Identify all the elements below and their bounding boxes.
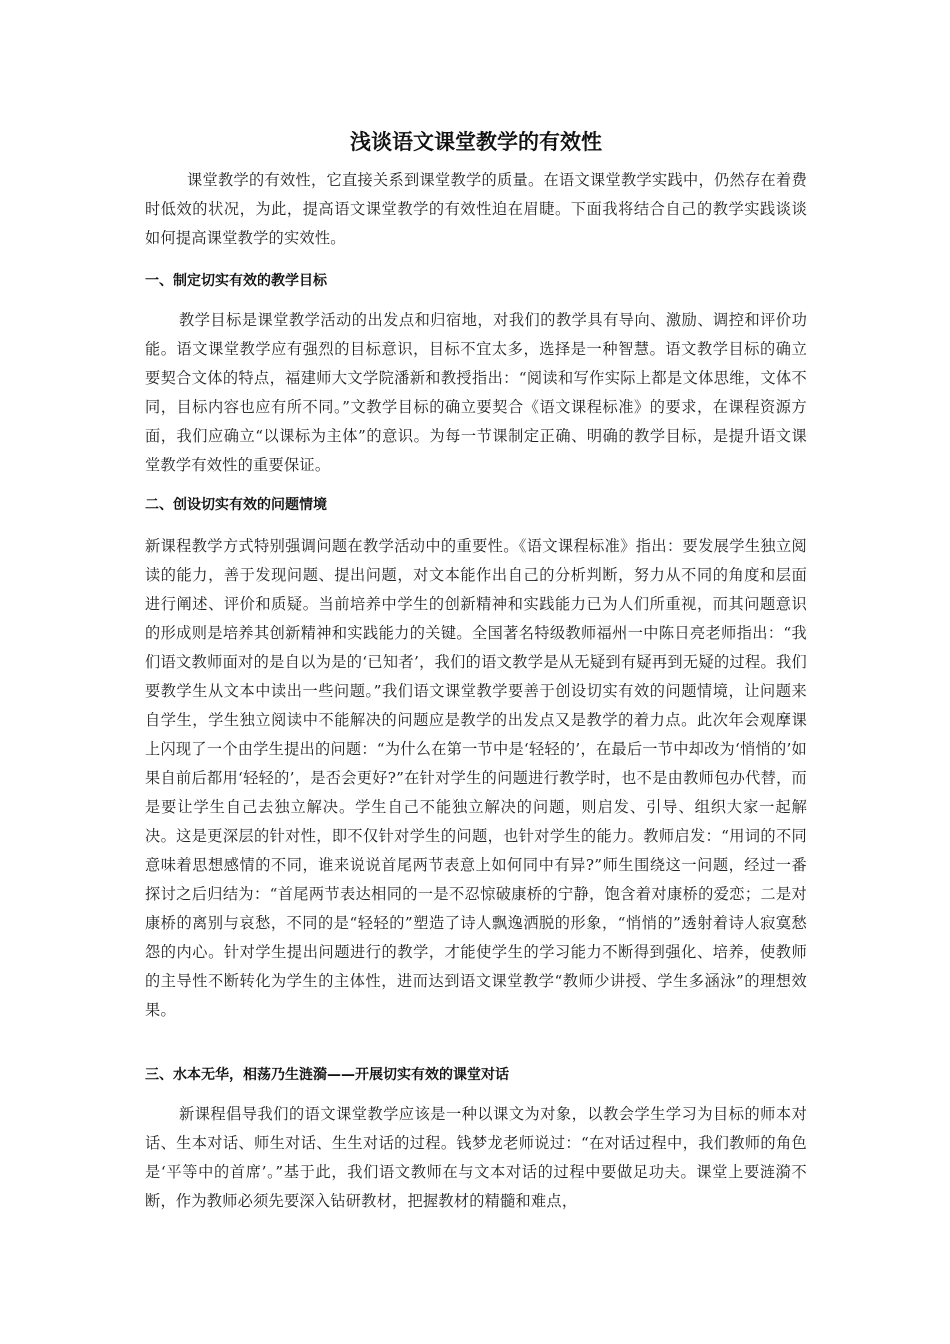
section-1-body: 教学目标是课堂教学活动的出发点和归宿地，对我们的教学具有导向、激励、调控和评价功能。语文课堂教学应有强烈的目标意识，目标不宜太多，选择是一种智慧。语文教学目标的确立要契合文体的特点，福建师大文学院潘新和教授指出：“阅读和写作实际上都是文体思维，文体不同，目标内容也应有所不同。”文教学目标的确立要契合《语文课程标准》的要求，在课程资源方面，我们应确立“以课标为主体”的意识。为每一节课制定正确、明确的教学目标，是提升语文课堂教学有效性的重要保证。: [145, 311, 807, 474]
intro-paragraph: 课堂教学的有效性，它直接关系到课堂教学的质量。在语文课堂教学实践中，仍然存在着费时低效的状况，为此，提高语文课堂教学的有效性迫在眉睫。下面我将结合自己的教学实践谈谈如何提高课堂教学的实效性。: [145, 171, 807, 247]
section-2-body: 新课程教学方式特别强调问题在教学活动中的重要性。《语文课程标准》指出：要发展学生独立阅读的能力，善于发现问题、提出问题，对文本能作出自己的分析判断，努力从不同的角度和层面进行阐述、评价和质疑。当前培养中学生的创新精神和实践能力已为人们所重视，而其问题意识的形成则是培养其创新精神和实践能力的关键。全国著名特级教师福州一中陈日亮老师指出：“我们语文教师面对的是自以为是的‘已知者’，我们的语文教学是从无疑到有疑再到无疑的过程。我们要教学生从文本中读出一些问题。”我们语文课堂教学要善于创设切实有效的问题情境，让问题来自学生，学生独立阅读中不能解决的问题应是教学的出发点又是教学的着力点。此次年会观摩课上闪现了一个由学生提出的问题：“为什么在第一节中是‘轻轻的’，在最后一节中却改为‘悄悄的’如果自前后都用‘轻轻的’，是否会更好?”在针对学生的问题进行教学时，也不是由教师包办代替，而是要让学生自己去独立解决。学生自己不能独立解决的问题，则启发、引导、组织大家一起解决。这是更深层的针对性，即不仅针对学生的问题，也针对学生的能力。教师启发：“用词的不同意味着思想感情的不同，谁来说说首尾两节表意上如何同中有异?”师生围绕这一问题，经过一番探讨之后归结为：“首尾两节表达相同的一是不忍惊破康桥的宁静，饱含着对康桥的爱恋；二是对康桥的离别与哀愁，不同的是“轻轻的”塑造了诗人飘逸洒脱的形象，“悄悄的”透射着诗人寂寞愁怨的内心。针对学生提出问题进行的教学，才能使学生的学习能力不断得到强化、培养，使教师的主导性不断转化为学生的主体性，进而达到语文课堂教学“教师少讲授、学生多涵泳”的理想效果。: [145, 537, 807, 1019]
section-2-heading: 二、创设切实有效的问题情境: [145, 497, 327, 513]
page-title: 浅谈语文课堂教学的有效性: [350, 130, 602, 154]
section-3-body: 新课程倡导我们的语文课堂教学应该是一种以课文为对象，以教会学生学习为目标的师本对话、生本对话、师生对话、生生对话的过程。钱梦龙老师说过：“在对话过程中，我们教师的角色是‘平等中的首席’。”基于此，我们语文教师在与文本对话的过程中要做足功夫。课堂上要涟漪不断，作为教师必须先要深入钻研教材，把握教材的精髓和难点，: [145, 1105, 807, 1210]
section-1-heading: 一、制定切实有效的教学目标: [145, 273, 327, 289]
section-3-heading: 三、水本无华，相荡乃生涟漪——开展切实有效的课堂对话: [145, 1067, 509, 1083]
